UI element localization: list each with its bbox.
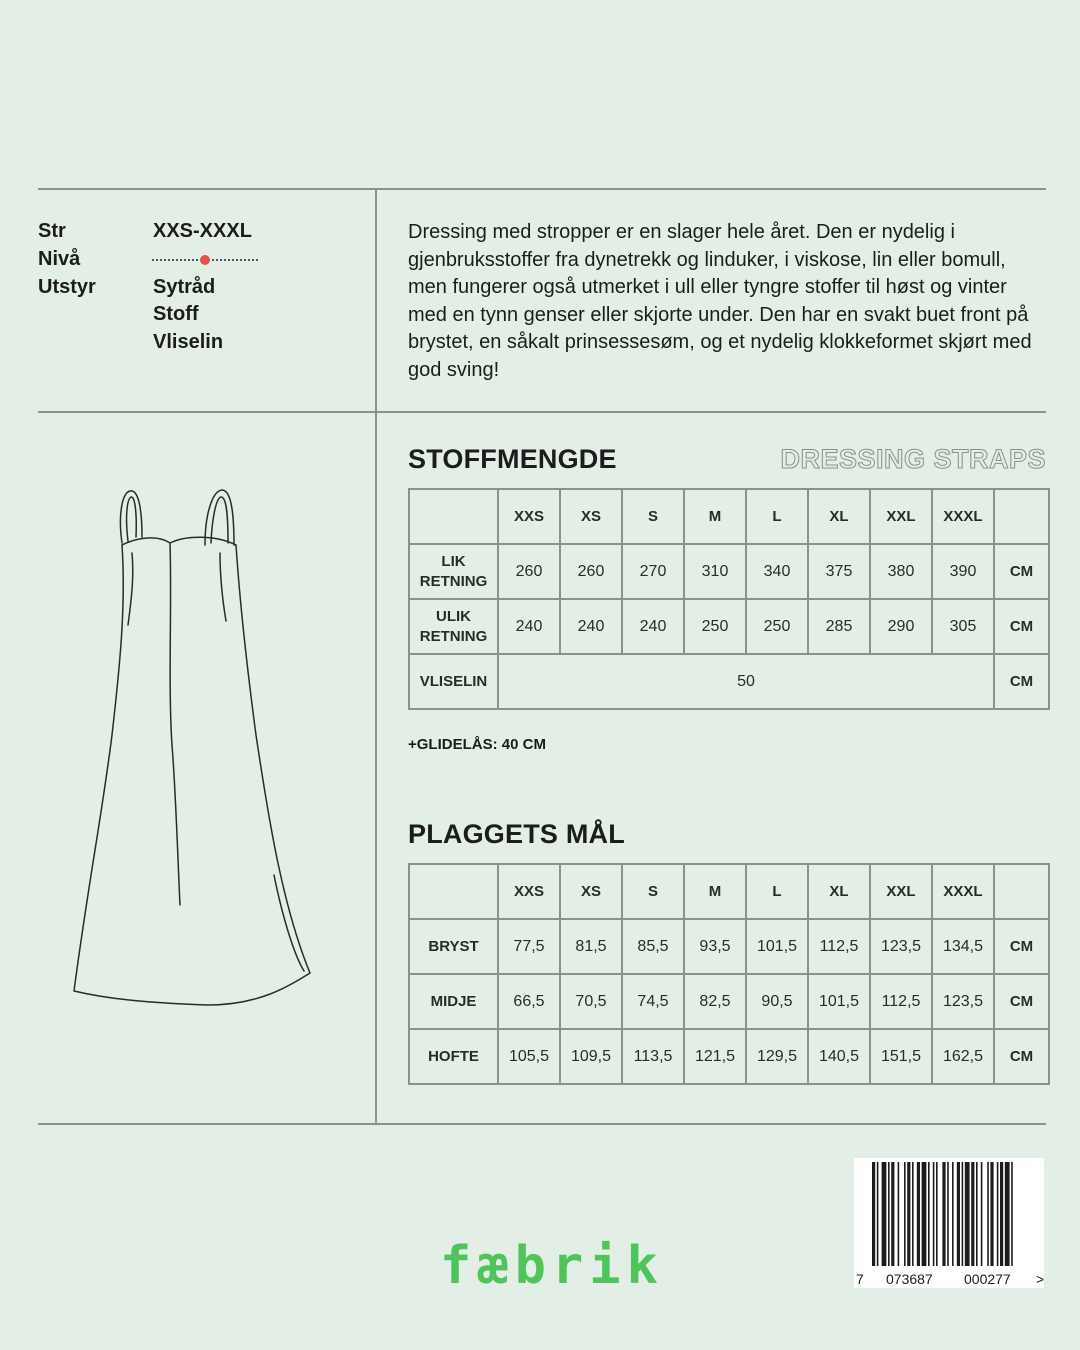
size-header: XL [808,489,870,544]
header-empty [409,489,498,544]
table-cell: 290 [870,599,932,654]
barcode-bar [1000,1162,1003,1266]
size-header: L [746,864,808,919]
barcode-bar [936,1162,938,1266]
left-dart [128,553,133,625]
table-cell: 121,5 [684,1029,746,1084]
table-cell: 240 [498,599,560,654]
info-label-size: Str [38,220,66,242]
barcode-digits-right: 000277 [964,1271,1011,1287]
header-empty [994,489,1049,544]
table-cell: 260 [498,544,560,599]
size-header: XXL [870,864,932,919]
bottom-rule [38,1123,1046,1125]
barcode-bar [922,1162,927,1266]
dress-outline [74,545,310,1005]
difficulty-level-indicator [152,255,258,265]
fabric-amount-title: STOFFMENGDE [408,444,617,474]
table-cell: 70,5 [560,974,622,1029]
header-empty [409,864,498,919]
barcode-bar [928,1162,930,1266]
unit-cell: CM [994,599,1049,654]
table-cell: 101,5 [808,974,870,1029]
barcode-bar [898,1162,900,1266]
barcode-bar [907,1162,910,1266]
barcode-bars [854,1158,1044,1268]
row-label [409,599,498,654]
barcode-bar [965,1162,970,1266]
size-header: XXS [498,864,560,919]
garment-measurements-title: PLAGGETS MÅL [408,819,625,849]
neckline [122,537,236,545]
table-cell: 93,5 [684,919,746,974]
row-label: BRYST [409,919,498,974]
right-strap-inner [211,497,228,543]
zipper-note: +GLIDELÅS: 40 CM [408,736,546,753]
measurement-row-waist [409,974,1049,1029]
barcode-quiet-mark: > [1036,1271,1045,1287]
barcode-bar [877,1162,879,1266]
garment-measurements-table [408,863,1050,1085]
unit-cell: CM [994,919,1049,974]
barcode-bar [891,1162,894,1266]
table-cell: 310 [684,544,746,599]
table-cell: 66,5 [498,974,560,1029]
fabric-amount-table [408,488,1050,710]
info-row-level [38,248,80,271]
table-cell: 113,5 [622,1029,684,1084]
info-value-size: XXS-XXXL [153,220,252,242]
measurements-header-row [409,864,1049,919]
center-seam [170,543,180,905]
unit-cell: CM [994,974,1049,1029]
row-label-line: ULIK [436,607,471,625]
top-rule [38,188,1046,190]
pattern-name-outline: DRESSING STRAPS [780,444,1046,474]
barcode-bar [933,1162,935,1266]
table-cell: 305 [932,599,994,654]
size-header: XXL [870,489,932,544]
barcode-bar [912,1162,914,1266]
level-current-dot [200,255,210,265]
table-cell: 390 [932,544,994,599]
table-cell: 340 [746,544,808,599]
barcode-bar [997,1162,999,1266]
table-cell: 134,5 [932,919,994,974]
barcode-bar [882,1162,887,1266]
info-row-size [38,220,66,243]
table-cell: 81,5 [560,919,622,974]
barcode-bar [917,1162,920,1266]
right-dart [220,553,226,621]
table-cell: 162,5 [932,1029,994,1084]
interfacing-value: 50 [498,654,994,709]
barcode-bar [904,1162,906,1266]
measurement-row-bust [409,919,1049,974]
info-row-equipment [38,276,96,299]
middle-rule [38,411,1046,413]
table-cell: 129,5 [746,1029,808,1084]
table-cell: 123,5 [870,919,932,974]
barcode-bar [987,1162,989,1266]
row-label: HOFTE [409,1029,498,1084]
product-barcode [854,1158,1044,1288]
barcode-bar [990,1162,993,1266]
row-label: MIDJE [409,974,498,1029]
size-header: XXS [498,489,560,544]
row-label: VLISELIN [409,654,498,709]
table-cell: 105,5 [498,1029,560,1084]
barcode-bar [888,1162,890,1266]
barcode-digits-left: 073687 [886,1271,933,1287]
size-header: XXXL [932,864,994,919]
table-cell: 250 [746,599,808,654]
table-cell: 85,5 [622,919,684,974]
fabric-header-row [409,489,1049,544]
equipment-interfacing: Vliselin [153,331,224,353]
barcode-bar [872,1162,875,1266]
column-divider [375,188,377,1125]
dress-technical-drawing [68,485,318,1010]
brand-logo: fæbrik [440,1236,664,1296]
unit-cell: CM [994,1029,1049,1084]
barcode-bar [976,1162,978,1266]
table-cell: 112,5 [870,974,932,1029]
table-cell: 74,5 [622,974,684,1029]
row-label [409,544,498,599]
table-cell: 260 [560,544,622,599]
unit-cell: CM [994,544,1049,599]
table-cell: 77,5 [498,919,560,974]
unit-cell: CM [994,654,1049,709]
header-empty [994,864,1049,919]
table-cell: 109,5 [560,1029,622,1084]
fabric-row-interfacing [409,654,1049,709]
table-cell: 285 [808,599,870,654]
size-header: S [622,864,684,919]
info-label-equipment: Utstyr [38,276,96,298]
barcode-digit-prefix: 7 [856,1271,864,1287]
skirt-fold [274,875,304,971]
table-cell: 240 [560,599,622,654]
measurement-row-hip [409,1029,1049,1084]
equipment-fabric: Stoff [153,303,199,325]
table-cell: 112,5 [808,919,870,974]
barcode-bar [962,1162,964,1266]
barcode-bar [981,1162,983,1266]
size-header: S [622,489,684,544]
size-header: XL [808,864,870,919]
table-cell: 240 [622,599,684,654]
size-header: L [746,489,808,544]
left-strap [120,491,142,543]
barcode-bar [947,1162,949,1266]
table-cell: 140,5 [808,1029,870,1084]
left-strap-inner [127,497,137,541]
row-label-line: RETNING [419,572,488,590]
table-cell: 270 [622,544,684,599]
pattern-description: Dressing med stropper er en slager hele året. Den er nydelig i gjenbruksstoffer fra dynetrekk og linduker, i viskose, lin eller bomull, men fungerer også utmerket i ull eller tyngre stoffer til høst og vinter med en tynn genser eller skjorte under. Den har en svakt buet front på brystet, en såkalt prinsessesøm, og et nydelig klokkeformet skjørt med god sving! [408,221,1032,381]
table-cell: 123,5 [932,974,994,1029]
size-header: M [684,489,746,544]
table-cell: 250 [684,599,746,654]
barcode-bar [957,1162,960,1266]
row-label-line: RETNING [419,627,488,645]
size-header: M [684,864,746,919]
size-header: XS [560,864,622,919]
barcode-bar [942,1162,945,1266]
table-cell: 151,5 [870,1029,932,1084]
barcode-bar [971,1162,974,1266]
table-cell: 380 [870,544,932,599]
size-header: XS [560,489,622,544]
size-header: XXXL [932,489,994,544]
barcode-bar [952,1162,954,1266]
info-label-level: Nivå [38,248,81,270]
row-label-line: LIK [441,552,466,570]
table-cell: 90,5 [746,974,808,1029]
table-cell: 375 [808,544,870,599]
table-cell: 82,5 [684,974,746,1029]
fabric-row-different-direction [409,599,1049,654]
table-cell: 101,5 [746,919,808,974]
fabric-row-same-direction [409,544,1049,599]
barcode-bar [1005,1162,1010,1266]
barcode-bar [1011,1162,1013,1266]
equipment-thread: Sytråd [153,276,216,298]
